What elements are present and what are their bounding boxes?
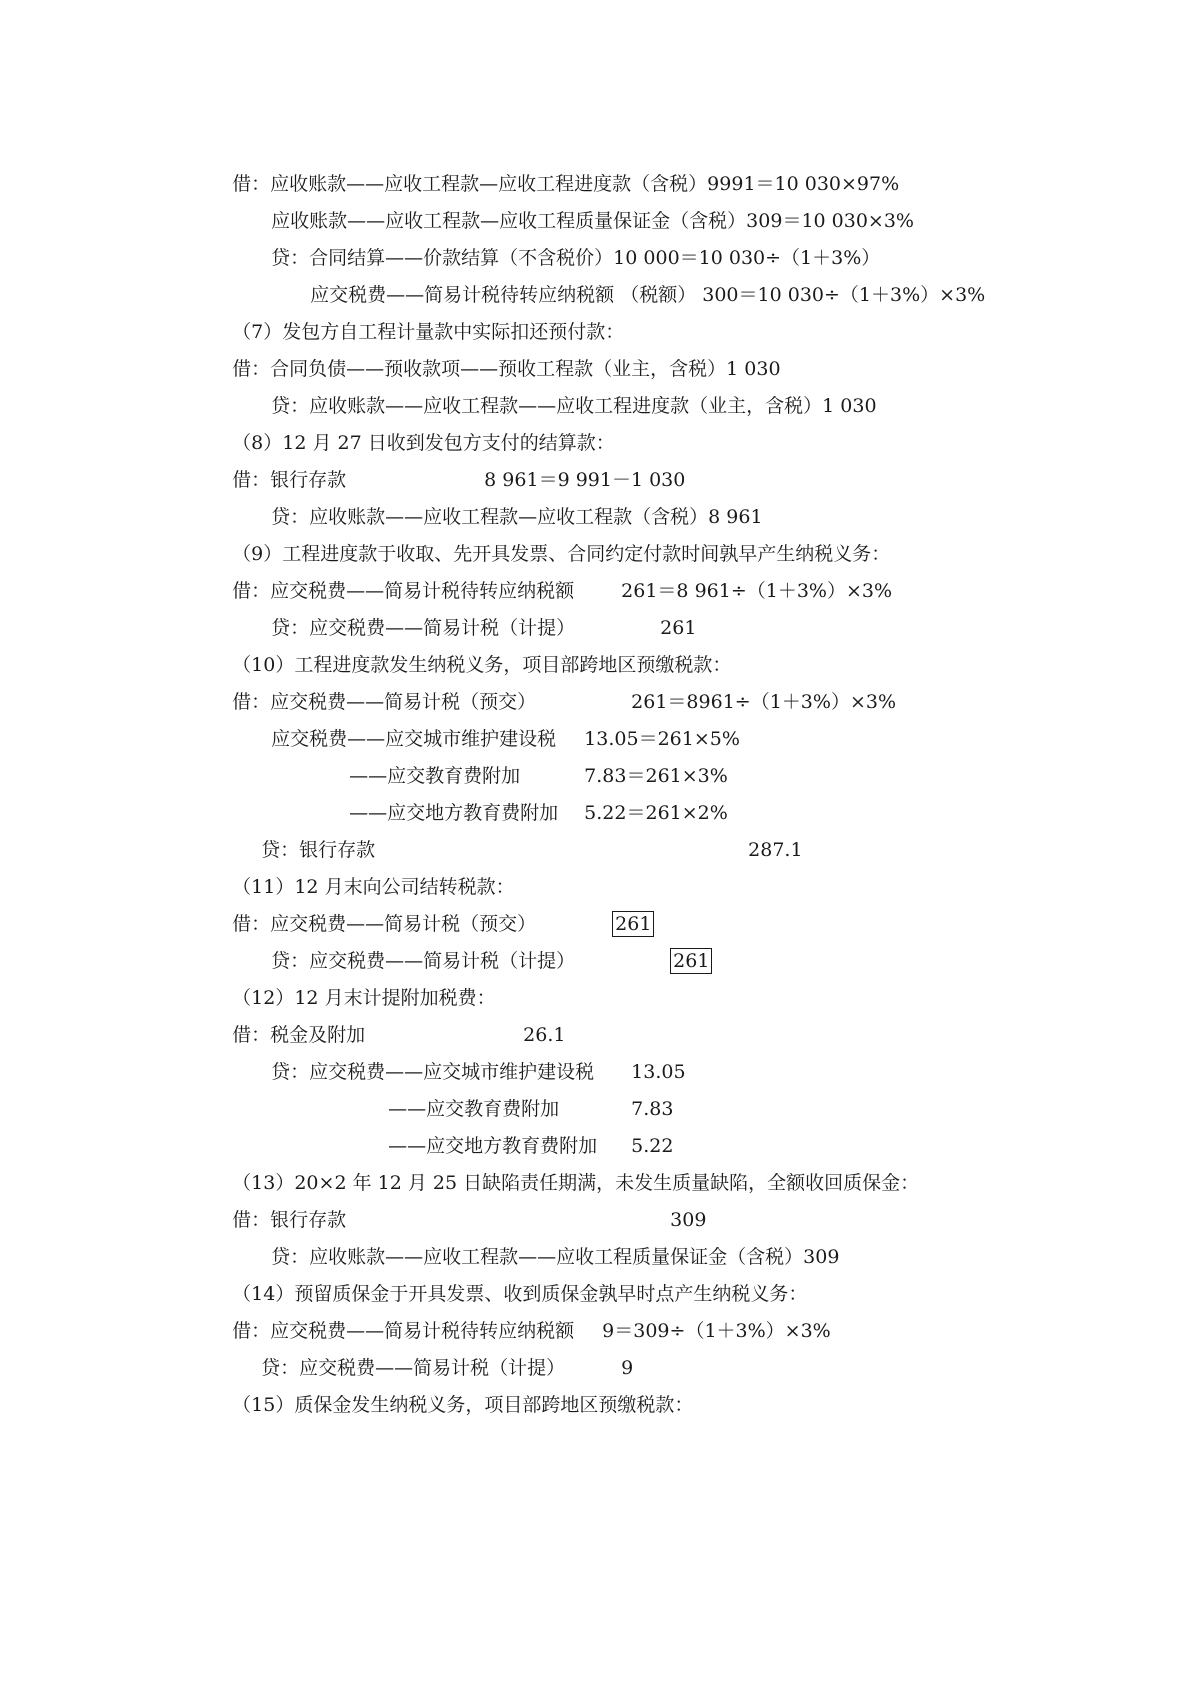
entry-account: 贷：银行存款 [261, 839, 376, 861]
heading-text: （10）工程进度款发生纳税义务，项目部跨地区预缴税款： [232, 654, 732, 676]
amount-text: 8 961＝9 991－1 030 [484, 469, 686, 491]
entry-amount [724, 811, 803, 889]
heading-text: （11）12 月末向公司结转税款： [232, 876, 515, 898]
amount-text: 7.83＝261×3% [584, 765, 728, 787]
entry-account: 贷：应交税费——应交城市维护建设税 [271, 1061, 595, 1083]
entry-account: 应交税费——应交城市维护建设税 [271, 728, 557, 750]
entry-amount-boxed [646, 922, 712, 1000]
entry-account: 贷：应交税费——简易计税（计提） [271, 617, 576, 639]
entry-account: 借：应交税费——简易计税待转应纳税额 [232, 580, 575, 602]
heading-text: （9）工程进度款于收取、先开具发票、合同约定付款时间孰早产生纳税义务： [232, 543, 891, 565]
entry-text: 借：应收账款——应收工程款—应收工程进度款（含税）9991＝10 030×97% [232, 173, 900, 195]
entry-text: 应收账款——应收工程款—应收工程质量保证金（含税）309＝10 030×3% [271, 210, 914, 232]
boxed-amount: 261 [612, 911, 654, 937]
amount-text: 7.83 [631, 1098, 674, 1120]
amount-text: 261＝8961÷（1＋3%）×3% [631, 691, 897, 713]
entry-account: 借：银行存款 [232, 469, 347, 491]
amount-text: 5.22＝261×2% [584, 802, 728, 824]
entry-text: 贷：应收账款——应收工程款——应收工程进度款（业主，含税）1 030 [271, 395, 877, 417]
entry-text: 应交税费——简易计税待转应纳税额 （税额） 300＝10 030÷（1＋3%）×3% [310, 284, 986, 306]
amount-text: 26.1 [523, 1024, 566, 1046]
entry-account: ——应交教育费附加 [388, 1098, 560, 1120]
heading-text: （14）预留质保金于开具发票、收到质保金孰早时点产生纳税义务： [232, 1283, 808, 1305]
heading-text: （12）12 月末计提附加税费： [232, 987, 496, 1009]
entry-account: 借：应交税费——简易计税待转应纳税额 [232, 1320, 575, 1342]
entry-account: 借：税金及附加 [232, 1024, 366, 1046]
entry-account: ——应交地方教育费附加 [388, 1135, 598, 1157]
entry-account: 借：应交税费——简易计税（预交） [232, 691, 537, 713]
entry-account: ——应交地方教育费附加 [349, 802, 559, 824]
heading-text: （15）质保金发生纳税义务，项目部跨地区预缴税款： [232, 1394, 694, 1416]
amount-text: 9＝309÷（1＋3%）×3% [602, 1320, 831, 1342]
entry-account: 借：银行存款 [232, 1209, 347, 1231]
entry-amount-boxed [588, 885, 654, 963]
amount-text: 13.05 [631, 1061, 686, 1083]
boxed-amount: 261 [670, 948, 712, 974]
entry-amount [560, 774, 728, 852]
entry-account: 借：应交税费——简易计税（预交） [232, 913, 537, 935]
heading-text: （13）20×2 年 12 月 25 日缺陷责任期满，未发生质量缺陷，全额收回质保金： [232, 1172, 920, 1194]
heading-text: （8）12 月 27 日收到发包方支付的结算款： [232, 432, 615, 454]
entry-account: ——应交教育费附加 [349, 765, 521, 787]
section-heading [208, 1366, 693, 1444]
entry-text: 借：合同负债——预收款项——预收工程款（业主，含税）1 030 [232, 358, 781, 380]
amount-text: 13.05＝261×5% [584, 728, 740, 750]
entry-text: 贷：合同结算——价款结算（不含税价）10 000＝10 030÷（1＋3%） [271, 247, 881, 269]
heading-text: （7）发包方自工程计量款中实际扣还预付款： [232, 321, 625, 343]
amount-text: 261 [660, 617, 697, 639]
entry-account: 贷：应交税费——简易计税（计提） [271, 950, 576, 972]
entry-account: 贷：应交税费——简易计税（计提） [261, 1357, 566, 1379]
entry-text: 贷：应收账款——应收工程款—应收工程款（含税）8 961 [271, 506, 763, 528]
entry-text: 贷：应收账款——应收工程款——应收工程质量保证金（含税）309 [271, 1246, 840, 1268]
amount-text: 287.1 [748, 839, 803, 861]
amount-text: 309 [670, 1209, 707, 1231]
amount-text: 9 [621, 1357, 634, 1379]
amount-text: 261＝8 961÷（1＋3%）×3% [621, 580, 893, 602]
amount-text: 5.22 [631, 1135, 674, 1157]
